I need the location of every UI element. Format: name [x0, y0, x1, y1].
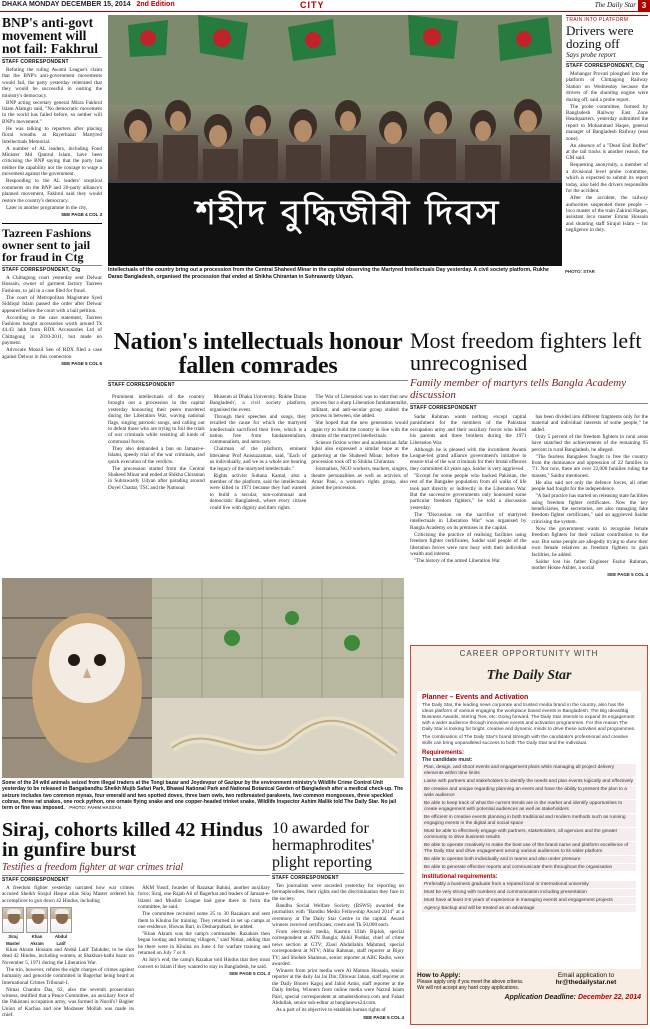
paragraph: Now the government wants to recognise female freedom fighters for their valiant contribution to the war. But some people are allegedly trying to show their own female relatives as freedom fighters to gain facilities, he added.: [531, 525, 648, 558]
paragraph: "The fearless Bangalees fought to free the country from the dominance and oppression of 22 families in '71. Not now, there are over 22,000 families ruling the masses," Saidur mentioned.: [531, 453, 648, 479]
mff-subhead: Family member of martyrs tells Bangla Academy discussion: [410, 377, 627, 401]
paragraph: Requesting anonymity, a member of a divisional level probe committee, which is expected to submit its report today, also held the drivers responsible for the accident.: [566, 162, 648, 195]
drivers-kicker: TRAIN INTO PLATFORM: [566, 15, 648, 23]
ad-email-label: Email application to: [557, 972, 615, 979]
paragraph: "Khan Akram was the camp's commander. Razakars then began looting and torturing villagers," said Nimai, adding that he there were in Khulna on June 4 for warfare training and returned on July 7 or 8.: [138, 931, 270, 957]
paragraph: Only 5 percent of the freedom fighters in rural areas have snatched the achievements of the remaining 95 percent in rural Bangladesh, he alleged.: [531, 433, 648, 453]
paragraph: Criticising the practice of realising facilities using freedom fighter certificates, Saidur said people of the liberation forces were now busy with their individual wealth and interest.: [410, 531, 527, 557]
list-item: Be able to generate effective reports and communicate them throughout the organisation: [422, 864, 636, 871]
list-item: Be creative and unique regarding planning an event and have the ability to present the plan to a wide audience: [422, 786, 636, 799]
paragraph: The trio, however, refutes the eight charges of crimes against humanity and genocide committed in Bagerhat being heard at International Crimes Tribunal-1.: [2, 966, 134, 986]
paragraph: According to the case statement, Tazreen Fashions bought accessories worth around Tk 44.43 lakh from RDX Accessories Ltd of Chittagong in 2010-2011, but made no payment.: [2, 314, 102, 347]
seized-animals-illustration: [2, 578, 404, 778]
mff-col-1: [410, 414, 527, 579]
page-header: [0, 0, 650, 12]
nation-byline: STAFF CORRESPONDENT: [108, 380, 408, 388]
list-item: Must have at least 3-5 years of experience in managing events and engagement projects: [422, 897, 636, 904]
paragraph: She hoped that the new generation would again try to build the country in line with the dreams of the martyred intellectuals.: [311, 420, 409, 440]
ad-howto: [417, 972, 527, 991]
ad-email-address[interactable]: hr@thedailystar.net: [555, 979, 617, 986]
procession-photo: [108, 15, 562, 266]
ad-intro: The Daily Star, the leading news corporate and trusted media brand in the country, also has the ideas platform of various engaging the workplace based events in Bangladesh. The Big Ideas/Big Business Awards, Stirring Ties, etc. Going forward, The Daily Star intends to expand its engagement with a wider audience through innovative events and activation programmes. For this reason The Daily Star is looking for bright, creative and dynamic minds to drive these activities and programmes.: [422, 703, 636, 732]
paragraph: Ten journalists were awarded yesterday for reporting on hermaphrodites, their rights and the discrimination they face in the society.: [272, 883, 404, 902]
paragraph: The War of Liberation was to start that new process but a sharp Liberation fundamentalist, militant, and anti-secular group stalled the process in between, she added.: [311, 394, 409, 420]
tazreen-headline: Tazreen Fashions owner sent to jail for fraud in Ctg: [2, 223, 102, 263]
paragraph: At July's end, the camp's Razakar told Hindus that they must convert to Islam if they wanted to stay in Bangladesh, he said.: [138, 957, 270, 970]
mff-headline: Most freedom fighters left unrecognised: [410, 328, 642, 375]
seized-animals-photo: [2, 578, 404, 778]
nation-col-3: [311, 394, 408, 512]
paragraph: Science fiction writer and academician Jafar Iqbal also expressed a similar hope at the gathering at the Shaheed Minar, before the procession took off to Shikha Chirantan.: [311, 440, 409, 466]
ad-apply: [417, 972, 641, 991]
accused-photo: [50, 907, 72, 933]
awarded-story: [272, 820, 404, 1020]
left-column: [2, 16, 102, 366]
photo-credit: PHOTO: STAR: [565, 269, 595, 274]
tazreen-body: [2, 275, 102, 360]
list-item: Be efficient in creative events planning in both traditional and modern methods such as running engaging events in the digital and social space: [422, 814, 636, 827]
nation-col-1: [108, 394, 205, 512]
list-item: Preferably a business graduate from a reputed local or international university: [422, 881, 636, 888]
paragraph: AKM Yusuf, founder of Razakar Bahini, another auxiliary force; Siraj, one Rajab Ali of Bagerhat and leaders of Jamaat-e-Islami and Muslim League had gone there to form the committee, he said.: [138, 885, 270, 911]
list-item: Liaise with partners and stakeholders to identify the needs and plan events logically and effectively: [422, 778, 636, 785]
accused-photo: [26, 907, 48, 933]
ad-deadline: [411, 994, 647, 1001]
paragraph: He also said not only the defence forces, all other people had fought for the independence.: [531, 479, 648, 493]
awarded-byline: STAFF CORRESPONDENT: [272, 873, 404, 881]
tazreen-jump[interactable]: SEE PAGE 5 COL 6: [61, 360, 102, 366]
paragraph: Although he is pleased with the incumbent Awami League-led grand alliance government's initiative to ensure trial of the war criminals for their brutal offences they committed 43 years ago, Saidur is very aggrieved.: [410, 446, 527, 472]
paragraph: Chairman of the platform, eminent litterateur Prof Anisuzzaman, said, "Each of us individually, and we as a whole are bearing the legacy of the martyred intellectuals.": [209, 446, 307, 472]
paragraph: After the accident, the railway authorities suspended three people -- loco master of the train Zakirul Haque, assistant loco master Emran Hossain and shunting staff Sirajul Islam -- for negligence in duty.: [566, 195, 648, 234]
drivers-body: [566, 71, 648, 234]
paragraph: The committee recruited some 25 to 30 Razakars and sent them to Khulna for training. They returned to set up camps at one residence, Biswas Bari, in Desharpulkati, he added.: [138, 911, 270, 931]
paragraph: A freedom fighter yesterday narrated how war crimes accused Sheikh Sirajul Haque alias Siraj Master ordered his accomplices to gun down 42 Hindus, including: [2, 885, 134, 904]
siraj-jump[interactable]: SEE PAGE 5 COL 3: [229, 971, 270, 977]
dateline: DHAKA MONDAY DECEMBER 15, 2014 2nd Edition: [2, 1, 175, 8]
paragraph: Responding to the AL leaders' sceptical comments on the BNP and 20-party alliance's planned movement, Fakhrul said they would restore the country's democracy.: [2, 178, 102, 204]
list-item: Be able to operate both individually and in teams and also under pressure: [422, 856, 636, 863]
list-item: Agency Backup and will be treated as an advantage: [422, 905, 636, 912]
career-ad: [410, 645, 648, 1025]
siraj-story: [2, 820, 270, 1019]
ad-email: [531, 972, 641, 991]
list-item: Must be very strong with numbers and communication including presentation: [422, 889, 636, 896]
paragraph: The court of Metropolitan Magistrate Syed Siddiqul Islam passed the order after Delwar appeared before the court with a bail petition.: [2, 294, 102, 314]
paragraph: A number of AL leaders, including Food Minister Md Qamrul Islam, have been criticising the BNP saying that the party has neither the capability nor the courage to wage a movement against the government.: [2, 145, 102, 178]
paragraph: Nimai Chandra Das, 62, also the seventh prosecution witness, testified that a Peace Committee, an auxiliary force of the Pakistani occupation army, was formed in Nurdi's? Bagher Union of Kachua and one Modasser Mollah was made its chief.: [2, 986, 134, 1019]
section-name: CITY: [300, 0, 325, 10]
paragraph: Rights activist Sultana Kamal, also a member of the platform, said the intellectuals were killed in 1971 because they had wanted to build a secular, non-communal and democratic Bangladesh, where every citizen could live with dignity and their rights.: [209, 472, 307, 511]
siraj-col-1: [2, 885, 134, 1019]
paragraph: From electronic media, Kasmin Ullah Biplob, special correspondent at ATN Bangla; Akhil Poddar, chief of crime news section at GTV; Ziaul Abdullahin Mahmud, special correspondent at NTV; Abba Rahman, staff reporter at Bijoy TV; and Shoheb Shamsun, senior reporter at ABC Radio, were awarded.: [272, 929, 404, 968]
paragraph: BNP acting secretary general Mirza Fakhrul Islam Alamgir said, "No democratic movement in the world has failed before, so neither will BNP's movement.": [2, 99, 102, 125]
nation-col-2: [210, 394, 307, 512]
nation-headline: Nation's intellectuals honour fallen comrades: [113, 329, 403, 379]
paragraph: Bandhu Social Welfare Society (BSWS) awarded the journalists with "Bandhu Media Fellowship Award 2014" at a ceremony at The Daily Star Centre in the capital. Award winners received certificates, crests and Tk 50,000 each.: [272, 902, 404, 929]
animals-photo-credit: PHOTO: FAHIM HASSAN: [69, 805, 121, 811]
drivers-byline: STAFF CORRESPONDENT, Ctg: [566, 61, 648, 69]
awarded-body: [272, 883, 404, 1014]
bnp-body: [2, 67, 102, 211]
accused-names: [2, 934, 134, 947]
paragraph: Through their speeches and songs, they recalled the cause for which the martyred intellectuals sacrificed their lives, which is a nation free from fundamentalism, communalism, and autocracy.: [209, 413, 307, 446]
paragraph: He was talking to reporters after placing floral wreaths at Rayerbazar Martyred Intellectuals Memorial.: [2, 125, 102, 145]
nation-story: [108, 330, 408, 512]
ad-deadline-date: December 22, 2014: [577, 994, 641, 1001]
paragraph: Museum at Dhaka University. 'Rukhe Darao Bangladesh', a civil society platform, organised the event.: [209, 394, 307, 413]
list-item: Plan, design, and shoot events and engagement plans while managing all project delivery elements within time limits: [422, 764, 636, 777]
paragraph: The "Discussion on the sacrifice of martyred intellectuals in Liberation War" was organised by Bangla Academy on its premises in the capital.: [410, 511, 527, 531]
ad-requirements-title: Requirements:: [422, 750, 465, 756]
paragraph: Sadar Rahman wants nothing except capital punishment for the members of the Pakistani occupation army and their auxiliary forces who killed his parents and three brothers during the 1971 Liberation War.: [410, 414, 527, 446]
paragraph: They also demanded a ban on Jamaat-e-Islami, speedy trial of the war criminals, and quick execution of the verdicts.: [108, 445, 205, 465]
paragraph: Advocate Monzil Sen of RDX filed a case against Delwar in this connection: [2, 347, 102, 360]
ad-howto-title: How to Apply:: [417, 972, 461, 979]
list-item: Be able to keep track of what the current trends are in the market and identify opportunities to create engagement with potential audiences as well as stakeholders: [422, 800, 636, 813]
ad-kicker: CAREER OPPORTUNITY WITH: [459, 649, 599, 658]
animals-caption: [2, 780, 404, 811]
paragraph: Refuting the ruling Awami League's claim that the BNP's anti-government movements would fail, the party yesterday reiterated that they would be successful in ousting the ministry's democracy.: [2, 67, 102, 99]
ad-job-title: Planner – Events and Activation: [422, 694, 529, 701]
ad-intro-2: The combination of The Daily Star's brand strength with the candidate's professional and creative skills can bring unparalleled success to both The Daily Star and the individual.: [422, 735, 628, 746]
drivers-story: [566, 15, 648, 234]
paragraph: has been divided into different fragments only for the material and individual interests of some people," he added.: [531, 414, 648, 433]
siraj-byline: STAFF CORRESPONDENT: [2, 875, 270, 883]
paragraph: An absence of a "Dead End Buffer" at the rail tracks is another reason, the GM said.: [566, 142, 648, 162]
edition-label: 2nd Edition: [136, 1, 175, 8]
siraj-col-2: [138, 885, 270, 1019]
bnp-byline: STAFF CORRESPONDENT: [2, 57, 102, 65]
accused-photos: [2, 907, 134, 933]
awarded-jump[interactable]: SEE PAGE 5 COL 4: [363, 1014, 404, 1020]
animals-caption-text: Some of the 24 wild animals seized from illegal traders at the Tongi bazar and Joydevpur of Gazipur by the environment ministry's Wildlife Crime Control Unit yesterday to be released in Bangabandhu Sheikh Mujib Safari Park, Bhawal National Park and National Botanical Garden of Bangladesh after a medical check-up. The seizure includes two common mynas, four emerald and two spotted doves, three barn owls, two redbreasted parakeets, two common mongooses, three speckled cobras, three rat snakes, one rock python, one ornate flying snake and one copper-headed trinket snake, Wildlife Inspector Ashim Mallik told The Daily Star. No jail term or fine was imposed.: [2, 780, 404, 812]
paragraph: Winners from print media were Al Mamun Hossain, senior reporter at the daily Jai Jai Din; Dilowar Jahan, staff reporter at the Daily Bhorer Kagoj and Jahid Amin, staff reporter at the Daily Ittefaq. Winners from online media were Nazrul Islam Pairi, special correspondent at amadershomoy.com and Fahad Abdullah, senior sub-editor at banglanews24.com.: [272, 968, 404, 1007]
ad-body: [417, 691, 641, 969]
paragraph: Journalists, NGO workers, teachers, singers, theatre personalities as well as activists of Amar Pani, a women's rights group, also joined the procession.: [311, 466, 409, 492]
accused-name: Abdul Latif: [54, 934, 68, 946]
siraj-subhead: Testifies a freedom fighter at war crimes trial: [2, 862, 184, 873]
bnp-jump[interactable]: SEE PAGE 4 COL 3: [61, 211, 102, 217]
paragraph: Prominent intellectuals of the country brought out a procession in the capital yesterday honouring their peers murdered during the Liberation War, waving national flags, singing patriotic songs, and calling out to defeat those who are trying to foil the trials of war criminals while resisting all kinds of communal forces.: [108, 394, 205, 445]
page-number: 3: [638, 0, 650, 12]
paragraph: Later in another programme in the city,: [6, 204, 88, 211]
paragraph: "A bad practice has started on releasing state facilities using freedom fighter certificates. Now the key beneficiaries, the secretaries, are also managing fake freedom fighter certificates," said an aggrieved Saidur criticising the system.: [531, 493, 648, 525]
drivers-headline: Drivers were dozing off: [566, 23, 634, 51]
ad-institutional-title: Institutional requirements:: [422, 874, 498, 880]
paragraph: Saidur lost his father Engineer Fazlur Rahman, mother Hosne Akhter, a social: [531, 558, 648, 571]
ad-deadline-label: Application Deadline:: [504, 994, 576, 1001]
paragraph: Khan Akram Hossain and Abdul Latif Talukder, to be shot dead 42 Hindus, including women, at Shakhari-kathi bazar on November 5, 1971 during the Liberation War.: [2, 947, 134, 966]
list-item: Be able to operate creatively to make the best use of the brand name and platform excellence of The Daily Star and drive engagement among various audiences to its wider platform: [422, 842, 636, 855]
freedom-fighters-story: [410, 330, 648, 579]
paragraph: "Except for some people who backed Pakistan, the rest of the Bangalee population from all walks of life took part directly or indirectly in the Liberation War. But the successive governments only honoured some particular freedom fighters," he told a discussion yesterday.: [410, 472, 527, 511]
accused-name: Khan Akram: [30, 934, 44, 946]
siraj-headline: Siraj, cohorts killed 42 Hindus in gunfire burst: [2, 819, 263, 861]
awarded-headline: 10 awarded for hermaphrodites' plight reporting: [272, 820, 375, 871]
accused-photo: [2, 907, 24, 933]
ad-howto-text: Please apply only if you meet the above criteria. We will not accept any hard copy applications.: [417, 979, 524, 991]
paragraph: The procession started from the Central Shaheed Minar and ended at Shikha Chirantan in Suhrawardy Udyan after parading around Doyel Chattar, TSC and the National: [108, 465, 205, 491]
bnp-headline: BNP's anti-govt movement will not fail: Fakhrul: [2, 15, 99, 56]
masthead-logo: The Daily Star: [594, 1, 636, 9]
tazreen-byline: STAFF CORRESPONDENT, Ctg: [2, 265, 102, 273]
banner-text: শহীদ বুদ্ধিজীবী দিবস: [195, 193, 501, 233]
mff-col-2: [532, 414, 649, 579]
ad-requirements-list: [422, 764, 636, 871]
ad-institutional-list: [422, 881, 636, 912]
paragraph: As a part of its objective to establish human rights of: [276, 1007, 386, 1014]
mff-byline: STAFF CORRESPONDENT: [410, 403, 648, 411]
list-item: Must be able to effectively engage with partners, stakeholders, all agencies and the greater community to drive business results: [422, 828, 636, 841]
accused-name: Siraj Master: [6, 934, 20, 946]
mff-jump[interactable]: SEE PAGE 5 COL 4: [607, 572, 648, 578]
paragraph: A Chittagong court yesterday sent Delwar Hossain, owner of garment factory Tazreen Fashions, to jail in a case filed for fraud.: [2, 274, 102, 294]
drivers-subhead: Says probe report: [566, 51, 616, 59]
procession-caption: Intellectuals of the country bring out a procession from the Central Shaheed Minar in the capital observing the Martyred Intellectuals Day yesterday. A civil society platform, Rukhe Darao Bangladesh, organised the procession that ended at Shikha Chirantan in Suhrawardy Udyan.: [108, 267, 549, 280]
ad-logo: The Daily Star: [486, 668, 572, 683]
paragraph: "The history of the armed Liberation War: [414, 557, 501, 564]
ad-requirements-sub: The candidate must:: [422, 757, 473, 763]
paragraph: Mohangar Provati ploughed into the platform of Chittagong Railway Station on Wednesday because the drivers of the shunting engine were dozing off, said a probe report.: [566, 71, 648, 103]
paragraph: The probe committee, formed by Bangladesh Railway East Zone Headquarters, yesterday submitted the report to Mohammad Haque, general manager of Bangladesh Railway (east zone).: [566, 103, 648, 142]
